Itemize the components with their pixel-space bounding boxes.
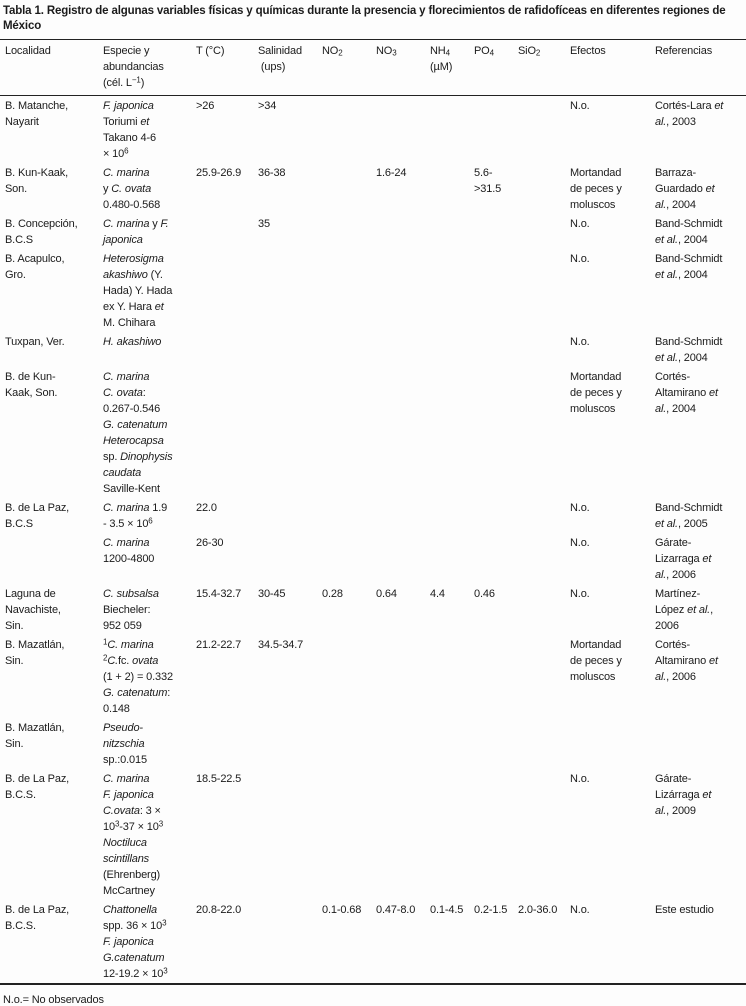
cell-po4 (474, 498, 518, 533)
cell-no2 (322, 367, 376, 498)
cell-no3 (376, 214, 430, 249)
cell-po4 (474, 214, 518, 249)
table-row (0, 367, 746, 498)
cell-localidad: Laguna de Navachiste, Sin. (5, 588, 61, 632)
cell-no3 (376, 718, 430, 769)
cell-salinidad: 34.5-34.7 (258, 639, 304, 651)
cell-no2 (322, 332, 376, 367)
cell-t: 22.0 (196, 502, 217, 514)
cell-salinidad (258, 718, 322, 769)
column-header-nh4: $NH_4$ (µM) (430, 40, 474, 96)
cell-no3 (376, 635, 430, 718)
table-row (0, 163, 746, 214)
cell-efectos (570, 718, 655, 769)
cell-t: >26 (196, 100, 215, 112)
cell-efectos: N.o. (570, 253, 590, 265)
cell-efectos: N.o. (570, 537, 590, 549)
table-row (0, 584, 746, 635)
cell-sio2 (518, 533, 570, 584)
cell-t: 15.4-32.7 (196, 588, 242, 600)
cell-nh4 (430, 214, 474, 249)
cell-efectos: N.o. (570, 588, 590, 600)
cell-no2 (322, 214, 376, 249)
column-header-t: T (°C) (196, 40, 258, 96)
cell-t (196, 718, 258, 769)
cell-salinidad (258, 332, 322, 367)
cell-especie: C. marina 1200-4800 (103, 537, 155, 565)
column-header-localidad: Localidad (0, 40, 103, 96)
cell-po4: 5.6- >31.5 (474, 167, 502, 195)
cell-t: 18.5-22.5 (196, 773, 242, 785)
cell-no3 (376, 498, 430, 533)
cell-po4 (474, 635, 518, 718)
cell-localidad: Tuxpan, Ver. (5, 336, 65, 348)
cell-po4: 0.2-1.5 (474, 904, 508, 916)
cell-salinidad (258, 533, 322, 584)
table-row (0, 498, 746, 533)
cell-no2: 0.1-0.68 (322, 904, 362, 916)
cell-especie: C. marina F. japonica C.ovata: 3 × $10^3-37 \times 10^3$ Noctiluca scintillans (Ehrenberg) McCartney (103, 773, 164, 897)
cell-po4 (474, 249, 518, 332)
cell-po4 (474, 367, 518, 498)
column-header-salinidad: Salinidad (ups) (258, 40, 322, 96)
cell-no2 (322, 249, 376, 332)
cell-referencias: Band-Schmidt et al., 2005 (655, 502, 723, 530)
cell-efectos: N.o. (570, 502, 590, 514)
cell-especie: $^1$C. marina $^2$C.fc. ovata (1 + 2) = 0.332 G. catenatum: 0.148 (103, 637, 173, 715)
cell-no2 (322, 635, 376, 718)
cell-especie: C. marina C. ovata: 0.267-0.546 G. catenatum Heterocapsa sp. Dinophysis caudata Saville-Kent (103, 371, 173, 495)
table-row (0, 249, 746, 332)
cell-nh4 (430, 635, 474, 718)
cell-localidad: B. de La Paz, B.C.S (5, 502, 70, 530)
cell-t: 26-30 (196, 537, 224, 549)
cell-referencias: Barraza- Guardado et al., 2004 (655, 167, 715, 211)
cell-localidad: B. Concepción, B.C.S (5, 218, 78, 246)
cell-especie: C. marina y C. ovata 0.480-0.568 (103, 167, 161, 211)
cell-sio2 (518, 498, 570, 533)
cell-efectos: N.o. (570, 100, 590, 112)
cell-nh4 (430, 533, 474, 584)
cell-t (196, 367, 258, 498)
cell-salinidad (258, 249, 322, 332)
cell-efectos: Mortandad de peces y moluscos (570, 371, 622, 415)
cell-sio2 (518, 163, 570, 214)
cell-localidad: B. de La Paz, B.C.S. (5, 773, 70, 801)
cell-salinidad: 36-38 (258, 167, 286, 179)
table-row (0, 900, 746, 984)
column-header-no3: $NO_3$ (376, 40, 430, 96)
cell-nh4: 4.4 (430, 588, 445, 600)
cell-no2 (322, 96, 376, 164)
cell-no3 (376, 249, 430, 332)
cell-sio2 (518, 584, 570, 635)
cell-nh4 (430, 769, 474, 900)
cell-no3 (376, 367, 430, 498)
cell-nh4 (430, 163, 474, 214)
cell-po4 (474, 332, 518, 367)
cell-especie: Chattonella spp. $36 \times 10^3$ F. japonica G.catenatum $12-19.2 \times 10^3$ (103, 904, 168, 980)
cell-localidad: B. Acapulco, Gro. (5, 253, 65, 281)
cell-salinidad (258, 769, 322, 900)
cell-t: 21.2-22.7 (196, 639, 242, 651)
cell-no2 (322, 498, 376, 533)
cell-no3 (376, 769, 430, 900)
cell-no2: 0.28 (322, 588, 343, 600)
table-caption: Tabla 1. Registro de algunas variables físicas y químicas durante la presencia y florecimientos de rafidofíceas en diferentes regiones de México (3, 5, 726, 32)
cell-sio2 (518, 214, 570, 249)
cell-salinidad: >34 (258, 100, 277, 112)
cell-salinidad (258, 900, 322, 984)
cell-especie: F. japonica Toriumi et Takano 4-6 × $10^6$ (103, 100, 156, 160)
cell-sio2 (518, 635, 570, 718)
cell-no3 (376, 533, 430, 584)
cell-especie: Heterosigma akashiwo (Y. Hada) Y. Hada ex Y. Hara et M. Chihara (103, 253, 173, 329)
cell-sio2 (518, 249, 570, 332)
table-row (0, 533, 746, 584)
cell-nh4 (430, 367, 474, 498)
table-row (0, 635, 746, 718)
cell-especie: C. marina 1.9 - $3.5 \times 10^6$ (103, 502, 168, 530)
cell-efectos: N.o. (570, 773, 590, 785)
column-header-efectos: Efectos (570, 40, 655, 96)
cell-referencias: Band-Schmidt et al., 2004 (655, 253, 723, 281)
table-footnote: N.o.= No observados (3, 994, 104, 1006)
column-header-especie: Especie y abundancias (cél. $L^{-1}$) (103, 40, 196, 96)
table-row (0, 718, 746, 769)
cell-localidad: B. de Kun- Kaak, Son. (5, 371, 58, 399)
column-header-po4: $PO_4$ (474, 40, 518, 96)
cell-t (196, 249, 258, 332)
cell-referencias: Cortés- Altamirano et al., 2004 (655, 371, 718, 415)
cell-no2 (322, 769, 376, 900)
cell-sio2 (518, 367, 570, 498)
cell-referencias (655, 718, 746, 769)
table-row (0, 96, 746, 164)
column-header-no2: $NO_2$ (322, 40, 376, 96)
cell-po4 (474, 533, 518, 584)
cell-referencias: Band-Schmidt et al., 2004 (655, 336, 723, 364)
column-header-sio2: SiO$_2$ (518, 40, 570, 96)
cell-salinidad (258, 367, 322, 498)
cell-no3 (376, 96, 430, 164)
cell-po4: 0.46 (474, 588, 495, 600)
cell-referencias: Cortés-Lara et al., 2003 (655, 100, 724, 128)
table-row (0, 214, 746, 249)
cell-po4 (474, 96, 518, 164)
cell-sio2 (518, 96, 570, 164)
cell-especie: C. marina y F. japonica (103, 218, 169, 246)
cell-nh4 (430, 96, 474, 164)
cell-localidad: B. Kun-Kaak, Son. (5, 167, 69, 195)
cell-no2 (322, 718, 376, 769)
column-header-referencias: Referencias (655, 40, 746, 96)
cell-t: 25.9-26.9 (196, 167, 242, 179)
cell-especie: H. akashiwo (103, 336, 162, 348)
cell-efectos: Mortandad de peces y moluscos (570, 167, 622, 211)
cell-referencias: Gárate- Lizarraga et al., 2006 (655, 537, 712, 581)
cell-efectos: Mortandad de peces y moluscos (570, 639, 622, 683)
cell-sio2: 2.0-36.0 (518, 904, 558, 916)
cell-sio2 (518, 769, 570, 900)
cell-localidad: B. Mazatlán, Sin. (5, 722, 65, 750)
cell-po4 (474, 718, 518, 769)
cell-especie: C. subsalsa Biecheler: 952 059 (103, 588, 159, 632)
cell-localidad: B. Matanche, Nayarit (5, 100, 69, 128)
cell-t (196, 332, 258, 367)
cell-referencias: Band-Schmidt et al., 2004 (655, 218, 723, 246)
cell-referencias: Gárate- Lizárraga et al., 2009 (655, 773, 712, 817)
cell-efectos: N.o. (570, 336, 590, 348)
cell-referencias: Martínez- López et al., 2006 (655, 588, 713, 632)
cell-nh4 (430, 718, 474, 769)
data-table (0, 39, 746, 985)
cell-referencias: Este estudio (655, 904, 714, 916)
cell-localidad: B. Mazatlán, Sin. (5, 639, 65, 667)
cell-salinidad: 30-45 (258, 588, 286, 600)
cell-no2 (322, 533, 376, 584)
cell-t: 20.8-22.0 (196, 904, 242, 916)
table-row (0, 769, 746, 900)
table-body (0, 96, 746, 985)
cell-no3: 1.6-24 (376, 167, 407, 179)
cell-referencias: Cortés- Altamirano et al., 2006 (655, 639, 718, 683)
table-row (0, 332, 746, 367)
cell-nh4 (430, 332, 474, 367)
cell-efectos: N.o. (570, 218, 590, 230)
cell-localidad (0, 533, 103, 584)
cell-especie: Pseudo- nitzschia sp.:0.015 (103, 722, 147, 766)
cell-localidad: B. de La Paz, B.C.S. (5, 904, 70, 932)
cell-efectos: N.o. (570, 904, 590, 916)
cell-no3: 0.64 (376, 588, 397, 600)
cell-sio2 (518, 718, 570, 769)
header-row (0, 40, 746, 96)
cell-t (196, 214, 258, 249)
cell-salinidad (258, 498, 322, 533)
cell-nh4: 0.1-4.5 (430, 904, 464, 916)
cell-nh4 (430, 498, 474, 533)
cell-salinidad: 35 (258, 218, 270, 230)
cell-sio2 (518, 332, 570, 367)
cell-no2 (322, 163, 376, 214)
cell-nh4 (430, 249, 474, 332)
cell-no3: 0.47-8.0 (376, 904, 416, 916)
cell-no3 (376, 332, 430, 367)
cell-po4 (474, 769, 518, 900)
